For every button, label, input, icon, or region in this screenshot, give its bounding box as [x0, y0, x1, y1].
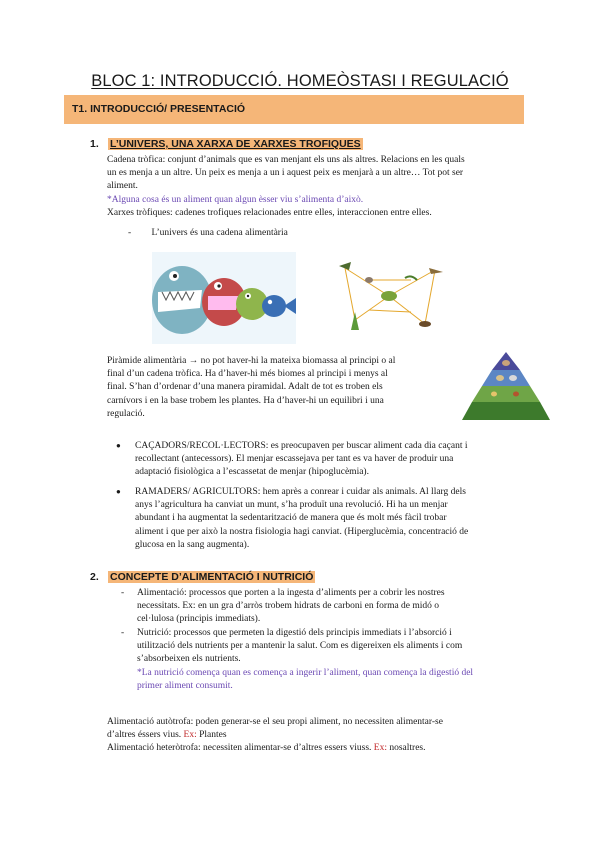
dash-item-univers: - L’univers és una cadena alimentària: [128, 228, 288, 238]
dash-marker-nutricio: -: [121, 628, 125, 638]
item-nutricio: Nutrició: processos que permeten la digestió dels principis immediats i l’absorció i utilització dels nutrients per a mantenir la salut. Com es digereixen els aliments i com s’absorbeixen els nutrients. *La nutrició comença quan es comença a ingerir l’aliment, quan comença la digestió del primer aliment consumit.: [137, 627, 547, 693]
note-nutricio-2: primer aliment consumit.: [137, 680, 233, 691]
topic-heading: T1. INTRODUCCIÓ/ PRESENTACIÓ: [72, 103, 246, 115]
bullet-cacadors: CAÇADORS/RECOL·LECTORS: es preocupaven per buscar aliment cada dia caçant i recollectant (antecessors). El menjar escassejava per tant es va haver de produir una adaptació fisiològica a l’escassetat de menjar (hipoglucèmia).: [135, 441, 468, 478]
section-2-heading: 2. CONCEPTE D’ALIMENTACIÓ I NUTRICIÓ: [90, 571, 314, 583]
heterotrofa-example-value: nosaltres.: [389, 743, 426, 754]
autotrofa-example-label: Ex:: [183, 730, 197, 741]
section-1-heading: 1. L’UNIVERS, UNA XARXA DE XARXES TROFIQUES: [90, 138, 361, 150]
dash-marker: -: [128, 228, 132, 238]
bullet-2-marker: ●: [116, 487, 121, 496]
dash-marker-alimentacio: -: [121, 588, 125, 598]
pyramid-base-level: [462, 402, 550, 420]
heterotrofa-example-label: Ex:: [373, 743, 387, 754]
autotrofa-line-2: d’altres éssers vius. Ex: Plantes: [107, 730, 227, 741]
frog-icon: [381, 291, 397, 301]
bullet-ramaders: RAMADERS/ AGRICULTORS: hem après a conrear i cuidar als animals. Al llarg dels anys l’agricultura ha canviat un munt, s’ha produït una revolució. Hi ha un menjar abundant i ha augmentat la sedentarització de manera que és molt més fàcil trobar aliment i que per això la nostra fisiologia hagi canviat. (Hiperglucèmia, concentració de glucosa en la sang augmenta).: [135, 487, 469, 550]
heterotrofa-line: Alimentació heteròtrofa: necessiten alimentar-se d’altres essers viuss. Ex: nosaltres.: [107, 743, 426, 754]
food-web-image: [325, 250, 455, 342]
autotrofa-line: Alimentació autòtrofa: poden generar-se el seu propi aliment, no necessiten alimentar-se: [107, 717, 443, 727]
note-aliment: *Alguna cosa és un aliment quan algun èsser viu s’alimenta d’això.: [107, 194, 364, 205]
note-nutricio-1: *La nutrició comença quan es comença a ingerir l’aliment, quan comença la digestió del: [137, 667, 474, 678]
insect-icon: [419, 321, 431, 327]
bullet-1-marker: ●: [116, 441, 121, 450]
piramide-paragraph: Piràmide alimentària → no pot haver-hi la mateixa biomassa al principi o al final d’un cadena tròfica. Ha d’haver-hi més biomes al principi i menys al final. S’han d’ordenar d’una manera piramidal. Adalt de tot es troben els carnívors i en la base trobem les plantes. Ha d’haver-hi un equilibri i una regulació.: [107, 356, 396, 419]
alimentacio-tipus: [107, 716, 547, 756]
pyramid-third-level: [472, 386, 540, 402]
cadena-trofica-paragraph: Cadena tròfica: conjunt d’animals que es van menjant els uns als altres. Relacions en les quals un es menja a un altre. Un peix es menja a un i aquest peix es menjarà a un altre… Tot pot ser aliment. *Alguna cosa és un aliment quan algun èsser viu s’alimenta d’això. Xarxes tròfiques: cadenes trofiques relacionades entre elles, interaccionen entre elles.: [107, 154, 537, 220]
autotrofa-example-value: Plantes: [199, 730, 227, 741]
food-pyramid-image: [458, 346, 554, 426]
mouse-icon: [365, 277, 373, 283]
item-alimentacio: Alimentació: processos que porten a la ingesta d’aliments per a cobrir les nostres necessitats. Ex: en un gra d’arròs trobem hidrats de carboni en forma de midó o cel·lulosa (principis immediats).: [137, 588, 445, 625]
xarxes-trofiques-line: Xarxes tròfiques: cadenes trofiques relacionades entre elles, interaccionen entre elles.: [107, 207, 432, 218]
fish-chain-image: [152, 252, 296, 344]
page-title: BLOC 1: INTRODUCCIÓ. HOMEÒSTASI I REGULACIÓ: [91, 72, 509, 90]
